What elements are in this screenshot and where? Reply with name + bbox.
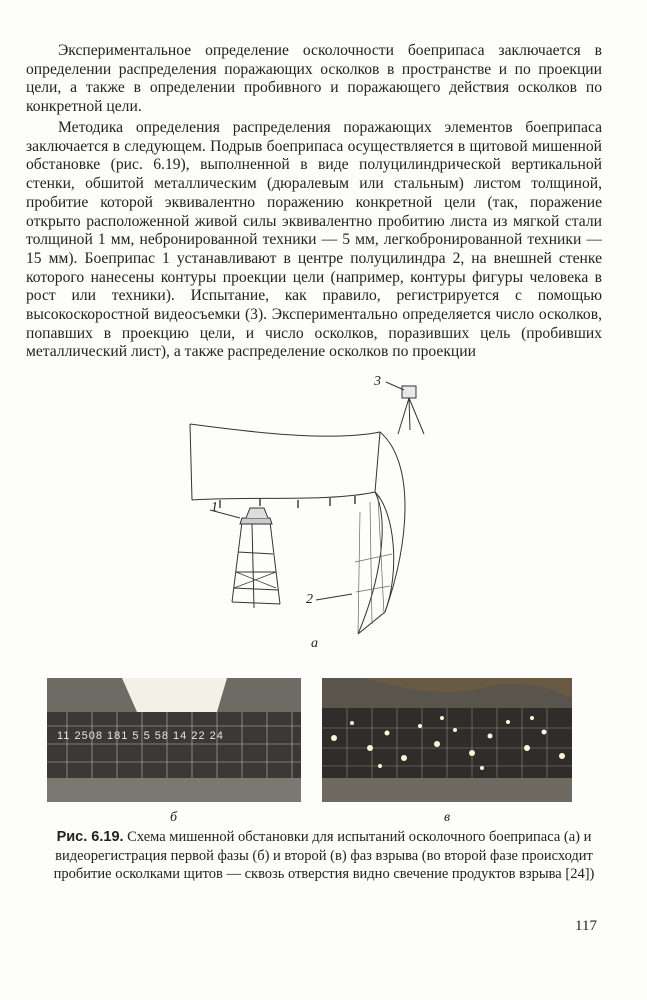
paragraph-intro: Экспериментальное определение осколочности боеприпаса заключается в определении распределения поражающих осколков в пространстве и по проекции цели, а также в определении пробивного и поражающего действия осколков по конкретной цели. <box>26 42 602 116</box>
photo-first-phase <box>47 678 301 802</box>
caption-text: Схема мишенной обстановки для испытаний осколочного боеприпаса (а) и видеорегистрация первой фазы (б) и второй (в) фаз взрыва (во второй фазе происходит пробитие осколками щитов — сквозь отверстия видно свечение продуктов взрыва [24]) <box>53 829 595 882</box>
subfigure-label-a: а <box>311 636 318 651</box>
paragraph-method: Методика определения распределения поражающих элементов боеприпаса заключается в следующем. Подрыв боеприпаса осуществляется в щитовой мишенной обстановке (рис. 6.19), выполненной в виде полуцилиндрической вертикальной стенки, обшитой металлическим (дюралевым или стальным) листом толщиной, пробитие которой эквивалентно поражению конкретной цели (так, поражение открыто расположенной живой силы эквивалентно пробитию листа из мягкой стали толщиной 1 мм, небронированной техники — 5 мм, легкобронированной техники — 15 мм). Боеприпас 1 устанавливают в центре полуцилиндра 2, на внешней стенке которого нанесены контуры проекции цели (например, контуры фигуры человека в рост или техники). Испытание, как правило, регистрируется с помощью высокоскоростной видеосъемки (3). Экспериментально определяется число осколков, попавших в проекцию цели, и число осколков, поразивших цель (пробивших металлический лист), а также распределение осколков по проекции <box>26 119 602 361</box>
photo-b-markings: 11 2508 181 5 5 58 14 22 24 <box>57 730 224 742</box>
page-number: 117 <box>575 918 597 934</box>
photo-second-phase <box>322 678 572 802</box>
label-camera: 3 <box>374 374 381 389</box>
schematic-drawing <box>180 372 440 652</box>
label-wall: 2 <box>306 592 313 607</box>
subfigure-label-v: в <box>444 810 451 825</box>
label-munition: 1 <box>211 500 218 515</box>
caption-number: Рис. 6.19. <box>56 829 124 845</box>
figure-schematic <box>180 372 440 652</box>
subfigure-label-b: б <box>170 810 178 825</box>
figure-caption <box>26 828 622 884</box>
